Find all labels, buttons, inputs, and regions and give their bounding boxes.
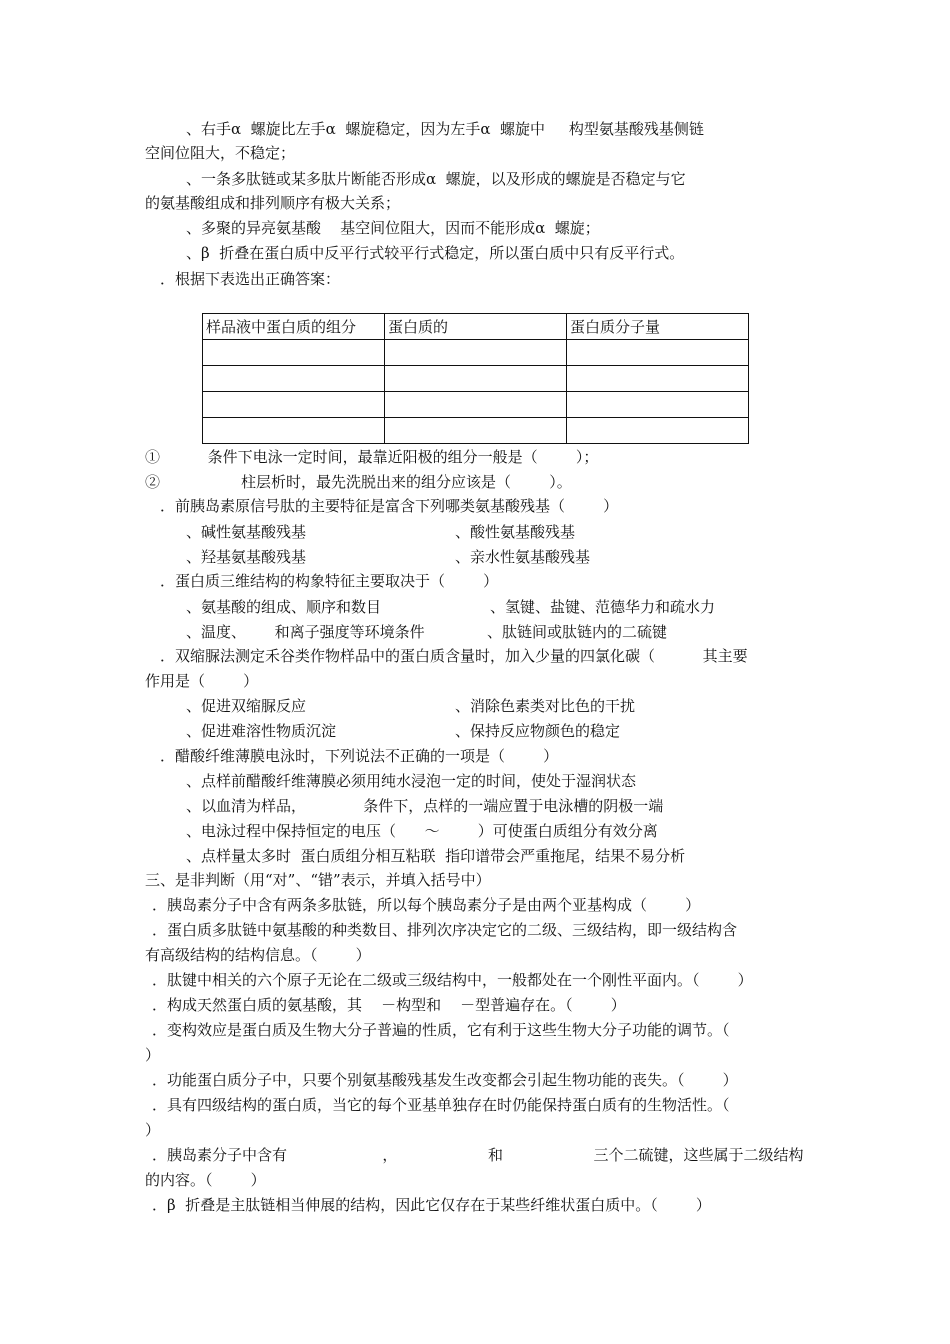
judgment-item: ）	[145, 1121, 161, 1139]
table-cell	[567, 418, 749, 444]
sub-question: ② 柱层析时，最先洗脱出来的组分应该是（ ）。	[145, 473, 572, 491]
table-header-row	[203, 314, 749, 340]
option: 、氨基酸的组成、顺序和数目	[186, 598, 382, 616]
option: 、肽链间或肽链内的二硫键	[487, 623, 668, 641]
question-stem: 作用是（ ）	[145, 672, 259, 690]
text-line: 空间位阻大，不稳定；	[145, 144, 296, 162]
option: 、消除色素类对比色的干扰	[455, 697, 636, 715]
judgment-item: ．胰岛素分子中含有 ， 和 三个二硫键，这些属于二级结构	[152, 1146, 804, 1164]
table-cell	[385, 340, 567, 366]
option: 、点样前醋酸纤维薄膜必须用纯水浸泡一定的时间，使处于湿润状态	[186, 772, 637, 790]
table-cell	[385, 418, 567, 444]
option: 、羟基氨基酸残基	[186, 548, 307, 566]
question-stem: ．根据下表选出正确答案：	[160, 270, 341, 288]
text-line: 、一条多肽链或某多肽片断能否形成α 螺旋，以及形成的螺旋是否稳定与它	[186, 170, 686, 188]
text-line: 的氨基酸组成和排列顺序有极大关系；	[145, 194, 401, 212]
section-heading: 三、是非判断（用“对”、“错”表示，并填入括号中）	[145, 871, 491, 889]
option: 、促进双缩脲反应	[186, 697, 307, 715]
table-cell	[203, 392, 385, 418]
option: 、以血清为样品， 条件下，点样的一端应置于电泳槽的阴极一端	[186, 797, 664, 815]
judgment-item: ．构成天然蛋白质的氨基酸，其 －构型和 －型普遍存在。（ ）	[152, 996, 626, 1014]
table-row	[203, 366, 749, 392]
option: 、酸性氨基酸残基	[455, 523, 576, 541]
table-cell	[567, 340, 749, 366]
judgment-item: ．变构效应是蛋白质及生物大分子普遍的性质，它有利于这些生物大分子功能的调节。（	[152, 1021, 730, 1039]
text-line: 、多聚的异亮氨基酸 基空间位阻大，因而不能形成α 螺旋；	[186, 219, 600, 237]
sample-table	[202, 313, 749, 444]
judgment-item: ．胰岛素分子中含有两条多肽链，所以每个胰岛素分子是由两个亚基构成（ ）	[152, 896, 701, 914]
table-cell	[567, 366, 749, 392]
option: 、电泳过程中保持恒定的电压（ ～ ）可使蛋白质组分有效分离	[186, 822, 658, 840]
table-header-cell: 蛋白质的	[385, 314, 567, 340]
table-row	[203, 418, 749, 444]
table-cell	[385, 366, 567, 392]
table-row	[203, 392, 749, 418]
question-stem: ．醋酸纤维薄膜电泳时，下列说法不正确的一项是（ ）	[160, 747, 559, 765]
table-cell	[385, 392, 567, 418]
judgment-item: 有高级结构的结构信息。（ ）	[145, 946, 371, 964]
text-line: 、右手α 螺旋比左手α 螺旋稳定，因为左手α 螺旋中 构型氨基酸残基侧链	[186, 120, 704, 138]
option: 、保持反应物颜色的稳定	[455, 722, 621, 740]
option: 、碱性氨基酸残基	[186, 523, 307, 541]
judgment-item: ．具有四级结构的蛋白质，当它的每个亚基单独存在时仍能保持蛋白质有的生物活性。（	[152, 1096, 730, 1114]
question-stem: ．双缩脲法测定禾谷类作物样品中的蛋白质含量时，加入少量的四氯化碳（ 其主要	[160, 647, 748, 665]
table-cell	[203, 340, 385, 366]
table-header-cell: 蛋白质分子量	[567, 314, 749, 340]
option: 、促进难溶性物质沉淀	[186, 722, 337, 740]
judgment-item: 的内容。（ ）	[145, 1171, 266, 1189]
judgment-item: ）	[145, 1046, 161, 1064]
question-stem: ．前胰岛素原信号肽的主要特征是富含下列哪类氨基酸残基（ ）	[160, 497, 619, 515]
text-line: 、β 折叠在蛋白质中反平行式较平行式稳定，所以蛋白质中只有反平行式。	[186, 244, 685, 262]
table-cell	[203, 418, 385, 444]
question-stem: ．蛋白质三维结构的构象特征主要取决于（ ）	[160, 572, 499, 590]
sub-question: ① 条件下电泳一定时间，最靠近阳极的组分一般是（ ）；	[145, 448, 599, 466]
option: 、温度、 和离子强度等环境条件	[186, 623, 425, 641]
judgment-item: ．蛋白质多肽链中氨基酸的种类数目、排列次序决定它的二级、三级结构，即一级结构含	[152, 921, 738, 939]
table-row	[203, 340, 749, 366]
table-header-cell: 样品液中蛋白质的组分	[203, 314, 385, 340]
table-cell	[567, 392, 749, 418]
option: 、亲水性氨基酸残基	[455, 548, 591, 566]
judgment-item: ．β 折叠是主肽链相当伸展的结构，因此它仅存在于某些纤维状蛋白质中。（ ）	[152, 1196, 711, 1214]
option: 、点样量太多时 蛋白质组分相互粘联 指印谱带会严重拖尾，结果不易分析	[186, 847, 686, 865]
option: 、氢键、盐键、范德华力和疏水力	[490, 598, 716, 616]
judgment-item: ．肽键中相关的六个原子无论在二级或三级结构中，一般都处在一个刚性平面内。（ ）	[152, 971, 753, 989]
judgment-item: ．功能蛋白质分子中，只要个别氨基酸残基发生改变都会引起生物功能的丧失。（ ）	[152, 1071, 738, 1089]
table-cell	[203, 366, 385, 392]
